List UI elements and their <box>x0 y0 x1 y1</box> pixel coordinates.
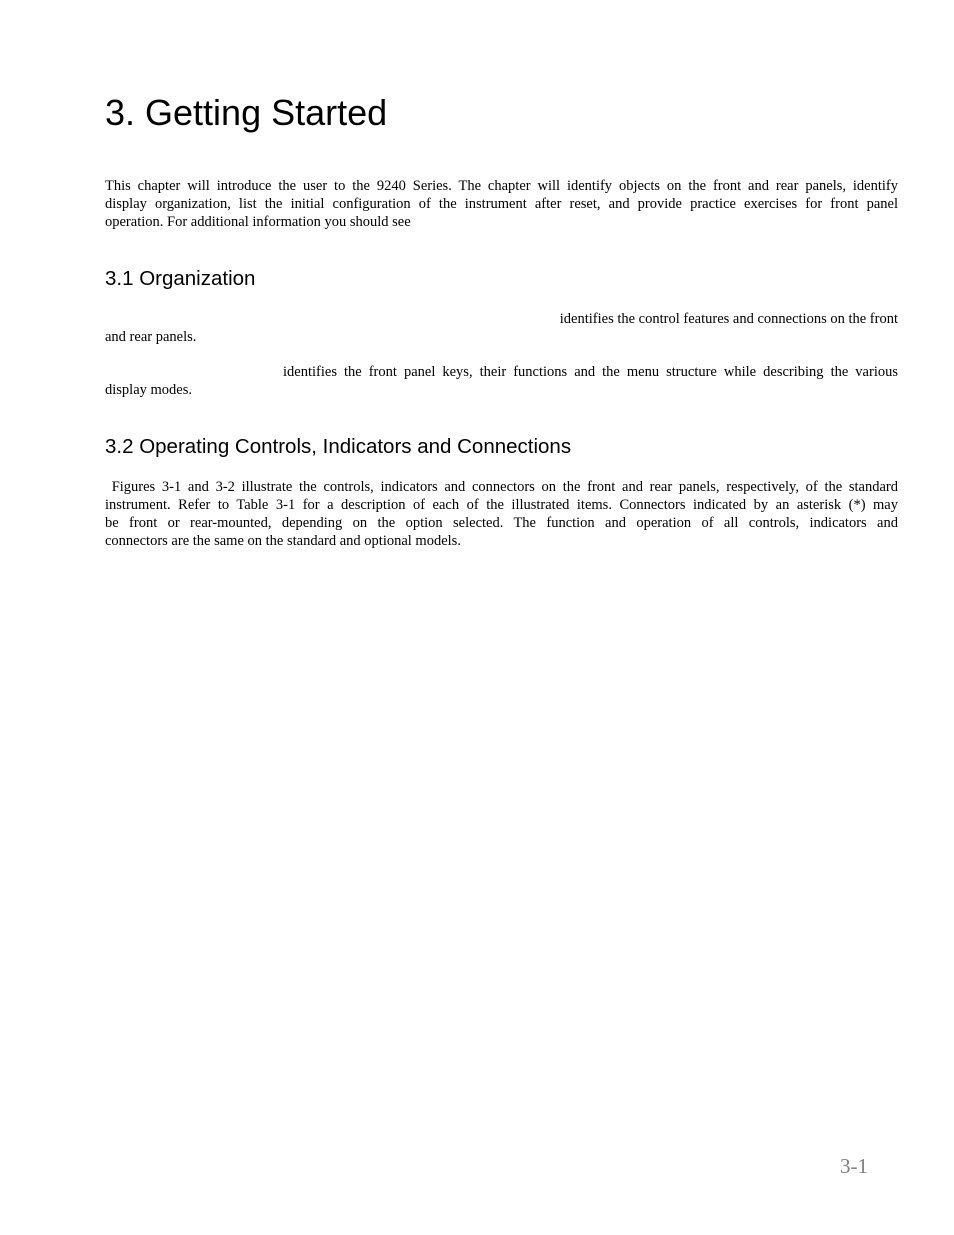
chapter-title: 3. Getting Started <box>105 92 388 133</box>
intro-line-1: This chapter will introduce the user to the 9240 Series. The chapter will identify objects on the front and rear panels, identify <box>105 178 898 194</box>
organization-p2-line-1: identifies the front panel keys, their functions and the menu structure while describing the various <box>283 364 898 380</box>
intro-line-3: operation. For additional information you should see <box>105 214 411 230</box>
controls-line-2: instrument. Refer to Table 3-1 for a description of each of the illustrated items. Connectors indicated by an asterisk (*) may <box>105 497 898 513</box>
controls-line-4: connectors are the same on the standard and optional models. <box>105 533 461 549</box>
organization-p2-line-2: display modes. <box>105 382 192 398</box>
controls-paragraph <box>105 478 898 550</box>
page-number: 3-1 <box>840 1154 868 1178</box>
controls-line-1: Figures 3-1 and 3-2 illustrate the controls, indicators and connectors on the front and rear panels, respectively, of the standard <box>105 479 898 495</box>
organization-p1-line-1: identifies the control features and connections on the front <box>559 311 898 327</box>
section-heading-controls: 3.2 Operating Controls, Indicators and Connections <box>105 435 572 458</box>
intro-paragraph <box>105 177 898 231</box>
controls-line-3: be front or rear-mounted, depending on the option selected. The function and operation of all controls, indicators and <box>105 515 898 531</box>
section-heading-organization: 3.1 Organization <box>105 267 256 290</box>
organization-p1-line-2: and rear panels. <box>105 329 197 345</box>
organization-paragraph-1 <box>105 310 898 346</box>
organization-paragraph-2 <box>105 363 898 399</box>
intro-line-2: display organization, list the initial configuration of the instrument after reset, and provide practice exercises for front panel <box>105 196 898 212</box>
